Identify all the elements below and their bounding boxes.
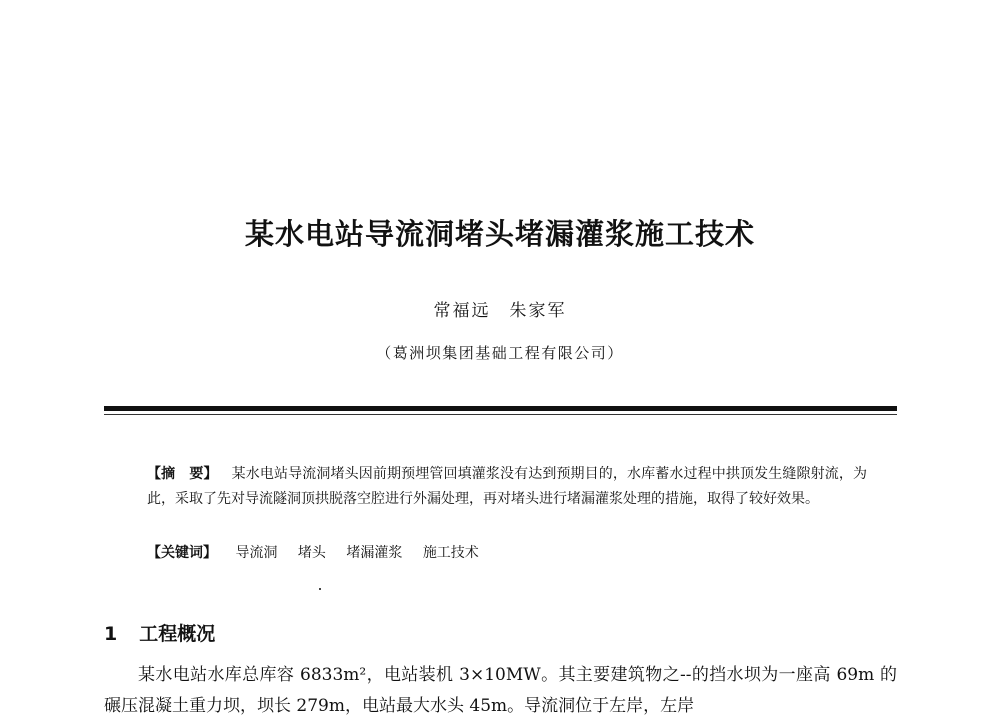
paper-affiliation: （葛洲坝集团基础工程有限公司） xyxy=(376,344,624,362)
keyword-item: 堵漏灌浆 xyxy=(346,545,403,561)
abstract-label: 【摘 要】 xyxy=(147,466,218,482)
header-rule-thick xyxy=(104,406,897,411)
section-heading xyxy=(104,619,215,646)
abstract-text: 某水电站导流洞堵头因前期预埋管回填灌浆没有达到预期目的，水库蓄水过程中拱顶发生缝隙射流，为此，采取了先对导流隧洞顶拱脱落空腔进行外漏处理，再对堵头进行堵漏灌浆处理的措施，取得了较好效果。 xyxy=(147,466,868,507)
paper-title: 某水电站导流洞堵头堵漏灌浆施工技术 xyxy=(244,217,755,251)
section-number: 1 xyxy=(104,623,118,645)
paper-authors: 常福远 朱家军 xyxy=(433,301,567,321)
header-rule-thin xyxy=(104,414,897,415)
keywords-block xyxy=(147,541,867,566)
keyword-item: 导流洞 xyxy=(235,545,278,561)
keywords-label: 【关键词】 xyxy=(147,545,217,561)
section-title: 工程概况 xyxy=(139,623,216,645)
keyword-item: 堵头 xyxy=(297,545,326,561)
abstract-block xyxy=(147,462,867,512)
keyword-item: 施工技术 xyxy=(422,545,479,561)
stray-mark xyxy=(319,588,321,590)
section-paragraph: 某水电站水库总库容 6833m²，电站装机 3×10MW。其主要建筑物之--的挡水坝为一座高 69m 的碾压混凝土重力坝，坝长 279m，电站最大水头 45m。导流洞位于左岸，左岸 xyxy=(104,665,897,716)
